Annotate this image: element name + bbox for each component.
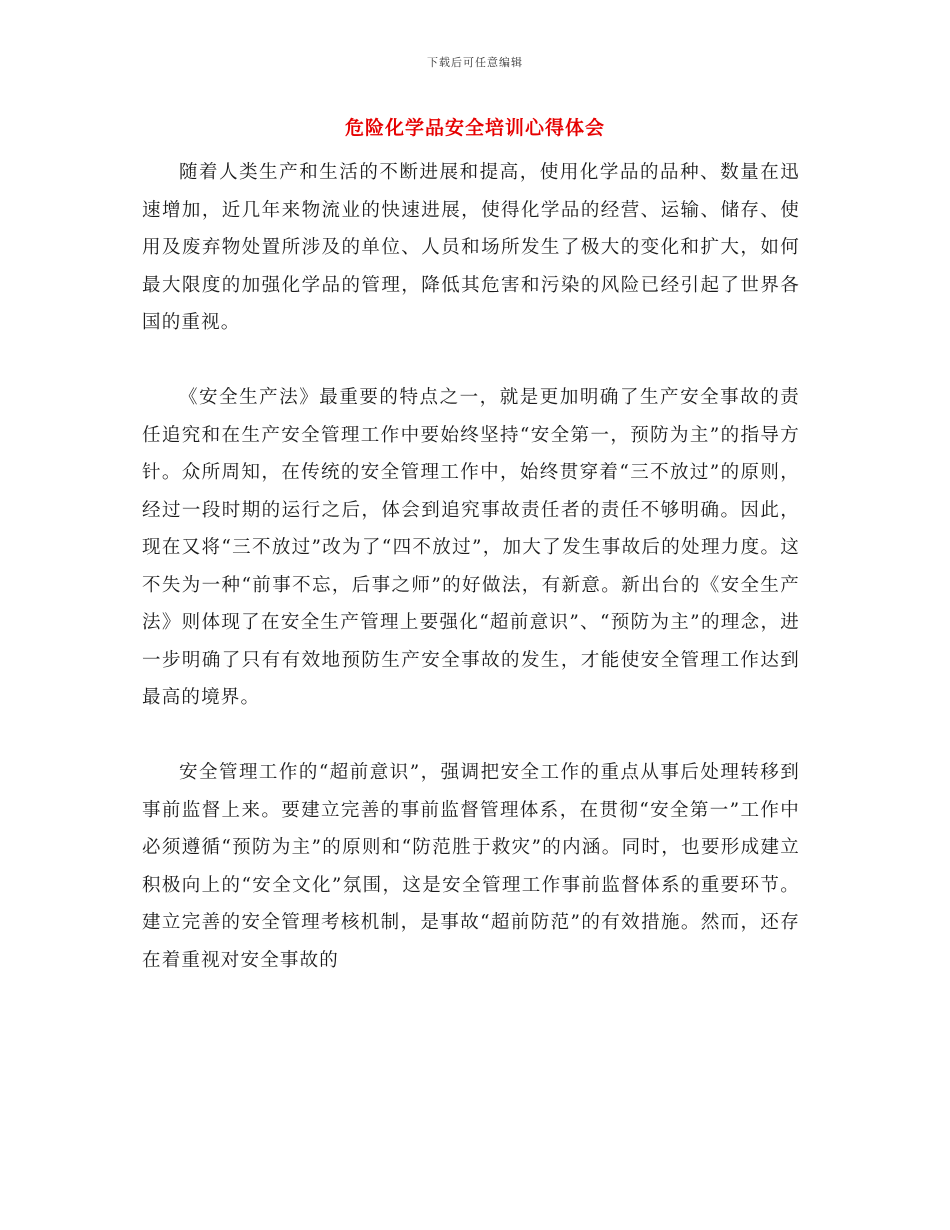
paragraph: 《安全生产法》最重要的特点之一，就是更加明确了生产安全事故的责任追究和在生产安全管理工作中要始终坚持“安全第一，预防为主”的指导方针。众所周知，在传统的安全管理工作中，始终贯穿着“三不放过”的原则，经过一段时期的运行之后，体会到追究事故责任者的责任不够明确。因此，现在又将“三不放过”改为了“四不放过”，加大了发生事故后的处理力度。这不失为一种“前事不忘，后事之师”的好做法，有新意。新出台的《安全生产法》则体现了在安全生产管理上要强化“超前意识”、“预防为主”的理念，进一步明确了只有有效地预防生产安全事故的发生，才能使安全管理工作达到最高的境界。	[142, 387, 800, 708]
document-body	[142, 154, 800, 979]
document-title: 危险化学品安全培训心得体会	[344, 117, 605, 139]
page-header-note: 下载后可任意编辑	[427, 56, 523, 69]
paragraph: 随着人类生产和生活的不断进展和提高，使用化学品的品种、数量在迅速增加，近几年来物流业的快速进展，使得化学品的经营、运输、储存、使用及废弃物处置所涉及的单位、人员和场所发生了极大的变化和扩大，如何最大限度的加强化学品的管理，降低其危害和污染的风险已经引起了世界各国的重视。	[142, 162, 800, 333]
paragraph: 安全管理工作的“超前意识”，强调把安全工作的重点从事后处理转移到事前监督上来。要建立完善的事前监督管理体系，在贯彻“安全第一”工作中必须遵循“预防为主”的原则和“防范胜于救灾”的内涵。同时，也要形成建立积极向上的“安全文化”氛围，这是安全管理工作事前监督体系的重要环节。建立完善的安全管理考核机制，是事故“超前防范”的有效措施。然而，还存在着重视对安全事故的	[142, 762, 800, 971]
